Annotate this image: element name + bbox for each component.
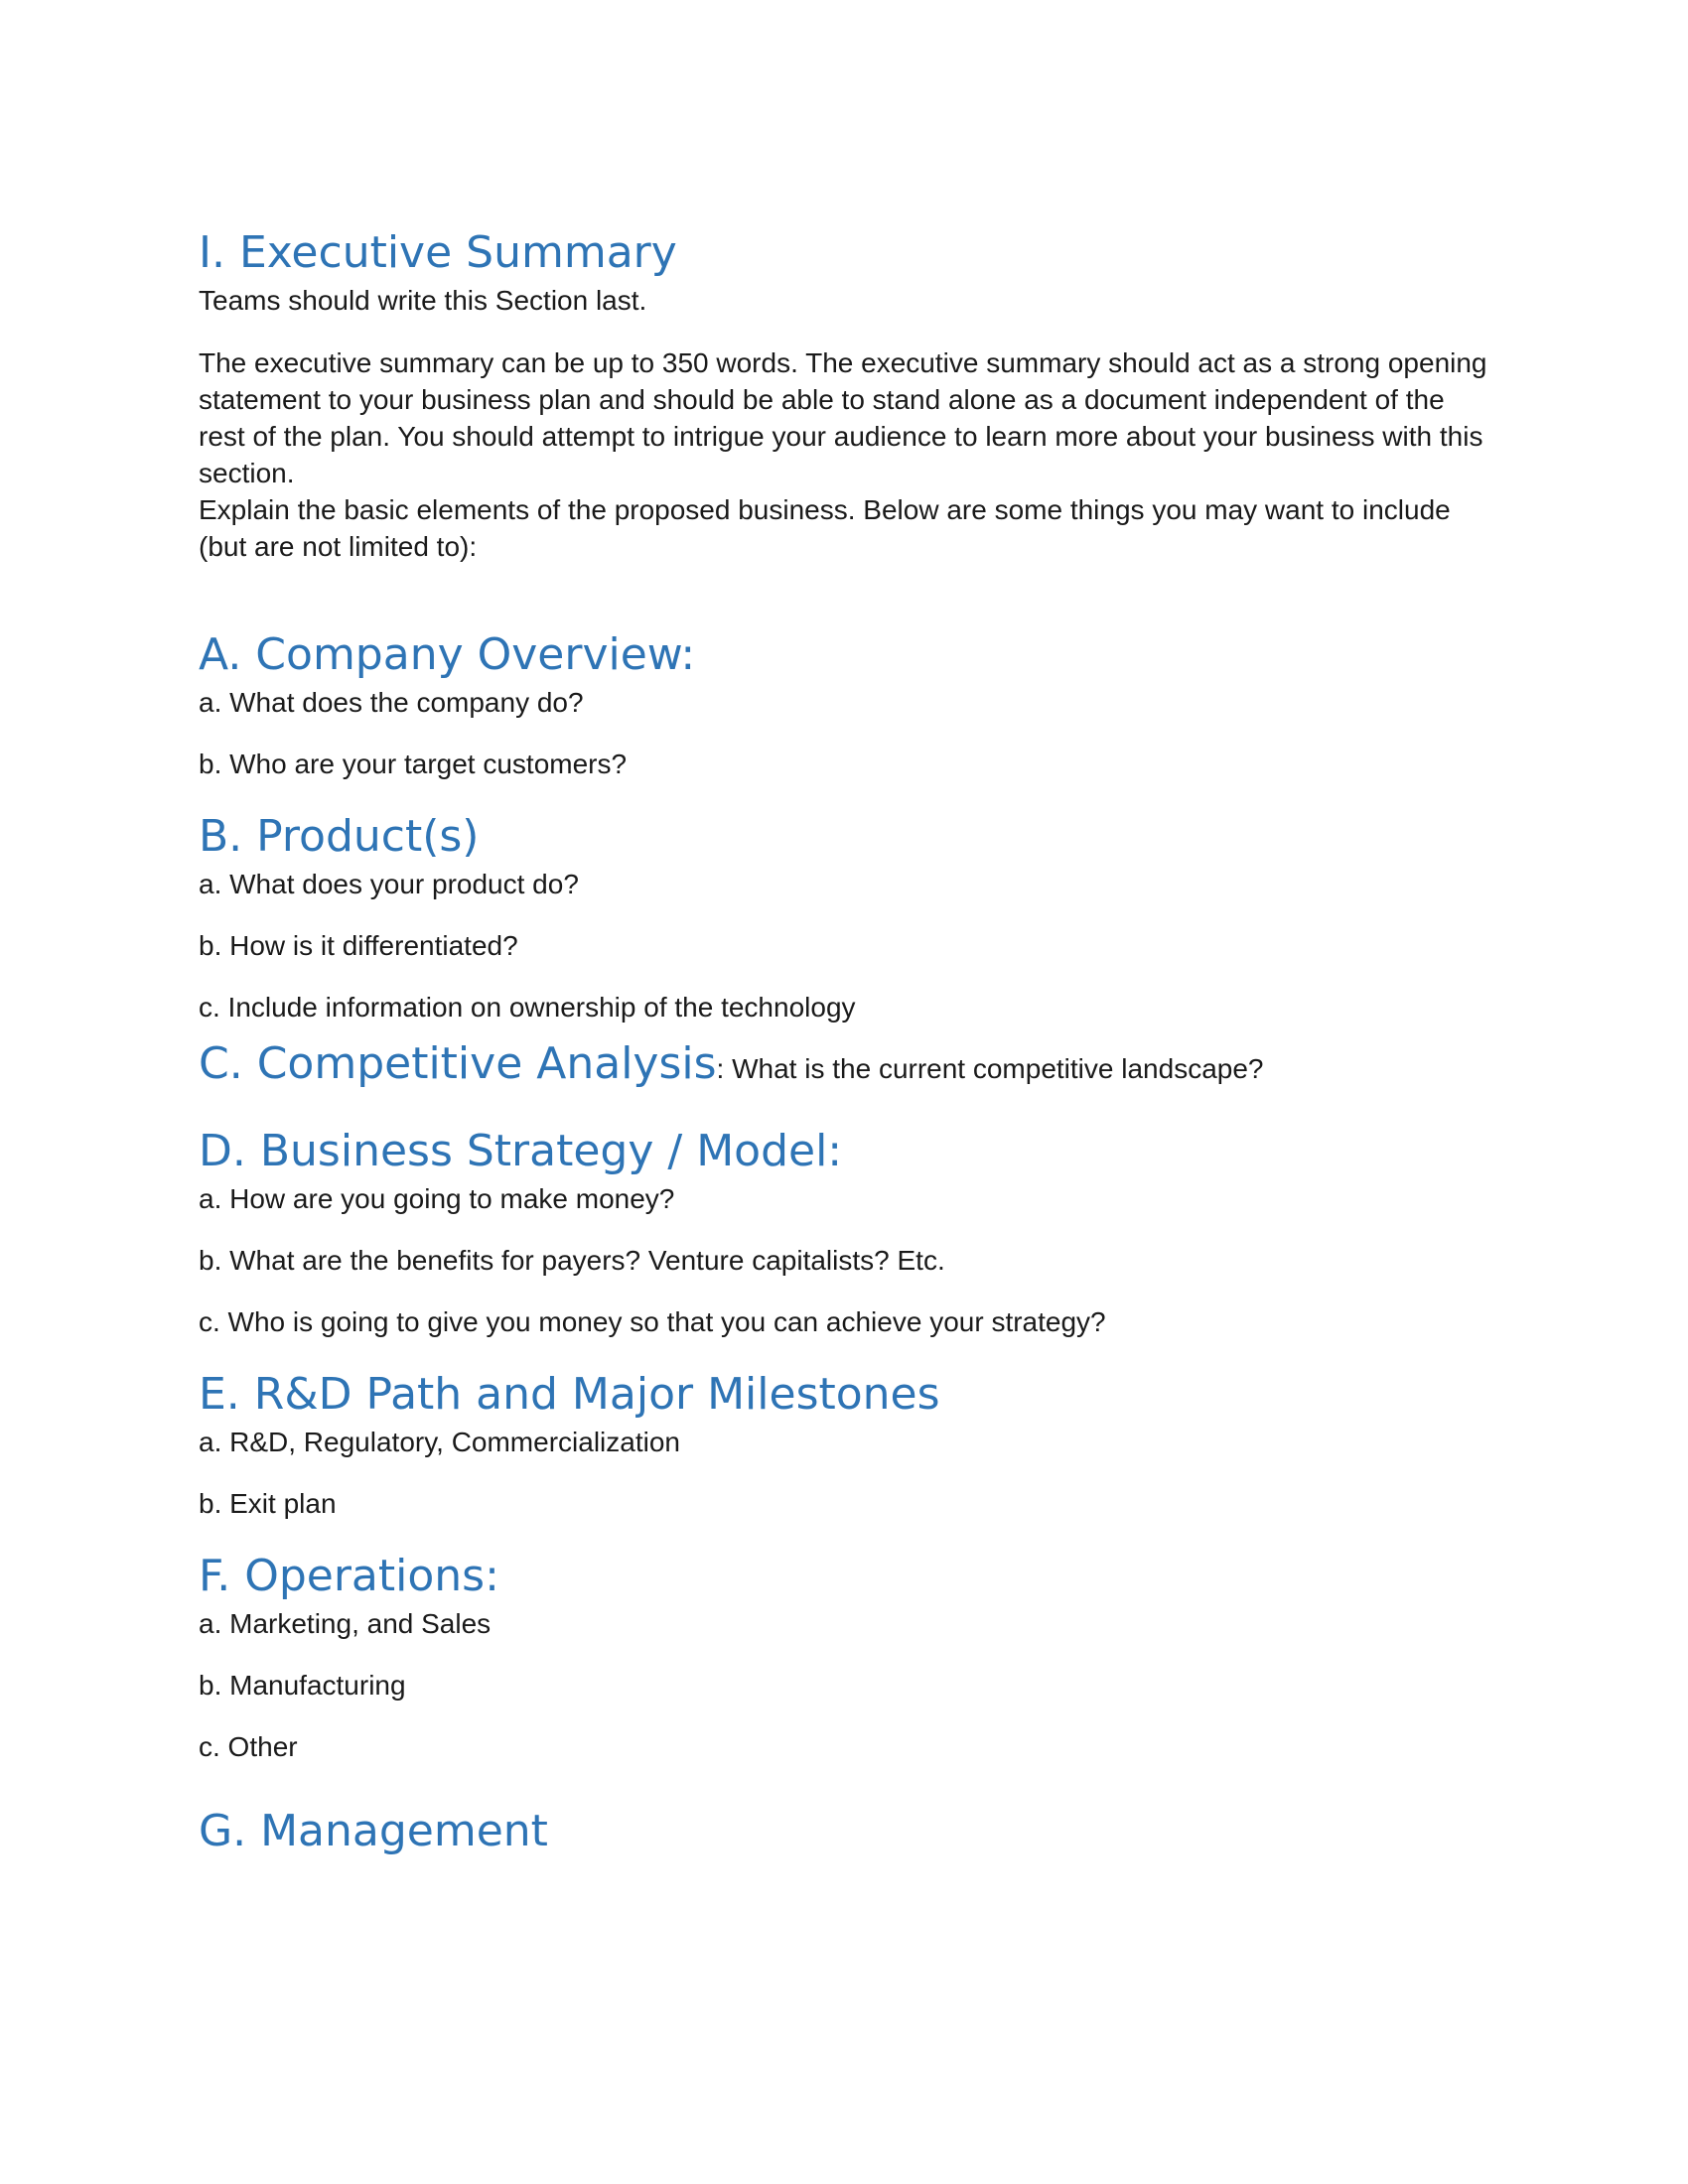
list-item: c. Other [199, 1731, 298, 1762]
list-item: c. Include information on ownership of the technology [199, 992, 856, 1023]
executive-summary-paragraph-2: Explain the basic elements of the proposed business. Below are some things you may want to include (but are not limited to): [199, 494, 1451, 562]
list-item: b. How is it differentiated? [199, 930, 518, 961]
heading-competitive-analysis: C. Competitive Analysis [199, 1038, 717, 1089]
heading-company-overview: A. Company Overview: [199, 629, 696, 680]
list-item: a. What does your product do? [199, 869, 579, 899]
competitive-analysis-text: : What is the current competitive landscape? [716, 1053, 1264, 1084]
list-item: b. What are the benefits for payers? Venture capitalists? Etc. [199, 1245, 945, 1276]
heading-management: G. Management [199, 1806, 548, 1856]
list-item: b. Who are your target customers? [199, 749, 628, 779]
list-item: a. What does the company do? [199, 687, 584, 718]
heading-rd-path: E. R&D Path and Major Milestones [199, 1369, 940, 1420]
list-item: b. Manufacturing [199, 1670, 406, 1701]
heading-executive-summary: I. Executive Summary [199, 227, 677, 278]
heading-business-strategy: D. Business Strategy / Model: [199, 1126, 843, 1176]
list-item: b. Exit plan [199, 1488, 337, 1519]
competitive-analysis-line [199, 1037, 1489, 1091]
executive-summary-note: Teams should write this Section last. [199, 285, 647, 316]
executive-summary-paragraph-1: The executive summary can be up to 350 words. The executive summary should act as a strong opening statement to your business plan and should be able to stand alone as a document independent of the rest of the plan. You should attempt to intrigue your audience to learn more about your business with this section. [199, 347, 1487, 488]
heading-products: B. Product(s) [199, 811, 480, 862]
list-item: c. Who is going to give you money so that you can achieve your strategy? [199, 1306, 1106, 1337]
list-item: a. Marketing, and Sales [199, 1608, 492, 1639]
list-item: a. R&D, Regulatory, Commercialization [199, 1427, 680, 1457]
document-content [199, 226, 1489, 1858]
list-item: a. How are you going to make money? [199, 1183, 675, 1214]
heading-operations: F. Operations: [199, 1551, 499, 1601]
